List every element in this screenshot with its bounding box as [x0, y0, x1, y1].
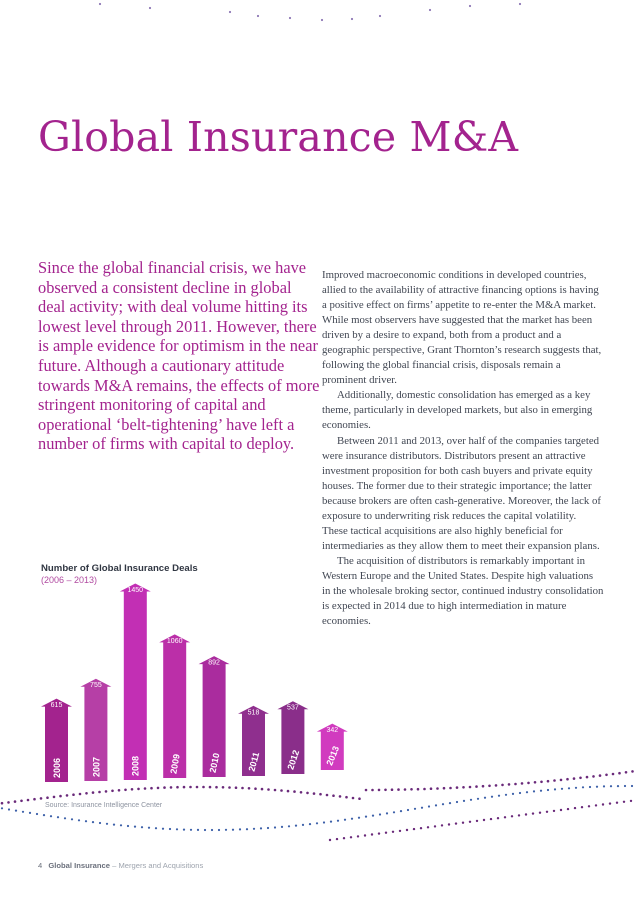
wave-dot: [29, 812, 31, 814]
top-dot: [351, 18, 353, 20]
wave-dot: [417, 788, 420, 791]
wave-dot: [589, 786, 591, 788]
wave-dot: [351, 818, 353, 820]
year-label-2011: 2011: [246, 751, 262, 773]
wave-dot: [610, 785, 612, 787]
wave-dot: [540, 790, 542, 792]
wave-dot: [586, 776, 589, 779]
wave-dot: [225, 829, 227, 831]
wave-dot: [511, 815, 513, 817]
wave-dot: [1, 807, 3, 809]
wave-dot: [330, 821, 332, 823]
wave-dot: [624, 785, 626, 787]
wave-dot: [372, 815, 374, 817]
wave-dot: [337, 820, 339, 822]
wave-dot: [413, 828, 415, 830]
wave-dot: [8, 808, 10, 810]
value-label-2007: 755: [90, 682, 102, 690]
wave-dot: [553, 810, 555, 812]
wave-dot: [631, 785, 633, 787]
body-paragraph-3: Between 2011 and 2013, over half of the companies targeted were insurance distributors. Distributors present an attractive investment proposition for both cash buyers and private equity houses. The former due to their strategic importance; the latter because brokers are often cash-generative. Moreover, the lack of exposure to underwriting risk reduces the capital volatility. These tactical acquisitions are also highly beneficial for intermediaries as they allow them to meet their expansion plans.: [322, 434, 601, 552]
wave-dot: [384, 789, 387, 792]
wave-dot: [365, 789, 368, 792]
wave-dot: [566, 778, 569, 781]
wave-dot: [484, 797, 486, 799]
wave-dot: [218, 829, 220, 831]
wave-dot: [532, 812, 534, 814]
wave-dot: [527, 782, 530, 785]
wave-dot: [602, 803, 604, 805]
wave-dot: [477, 798, 479, 800]
wave-dot: [281, 826, 283, 828]
bar-2008: [120, 584, 151, 780]
wave-dot: [391, 788, 394, 791]
wave-dot: [316, 822, 318, 824]
wave-dot: [573, 777, 576, 780]
wave-dot: [15, 810, 17, 812]
wave-dot: [120, 824, 122, 826]
wave-dot: [364, 834, 366, 836]
wave-dot: [141, 826, 143, 828]
wave-dot: [630, 800, 632, 802]
wave-dot: [378, 832, 380, 834]
wave-dot: [567, 808, 569, 810]
wave-dot: [443, 787, 446, 790]
wave-dot: [449, 787, 452, 790]
wave-dot: [36, 813, 38, 815]
wave-dot: [253, 828, 255, 830]
wave-dot: [448, 823, 450, 825]
wave-dot: [495, 784, 498, 787]
wave-dot: [99, 822, 101, 824]
top-dot: [99, 3, 101, 5]
top-dot: [429, 9, 431, 11]
wave-dot: [546, 811, 548, 813]
wave-dot: [329, 839, 331, 841]
year-label-2007: 2007: [91, 756, 102, 778]
wave-dot: [155, 827, 157, 829]
wave-dot: [350, 836, 352, 838]
deals-bar-chart: [0, 560, 342, 800]
wave-dot: [574, 807, 576, 809]
wave-dot: [176, 828, 178, 830]
wave-dot: [596, 786, 598, 788]
wave-dot: [595, 804, 597, 806]
wave-dot: [560, 779, 563, 782]
top-dot: [257, 15, 259, 17]
wave-dot: [85, 820, 87, 822]
wave-dot: [609, 802, 611, 804]
wave-dot: [539, 812, 541, 814]
wave-dot: [582, 786, 584, 788]
wave-dot: [106, 823, 108, 825]
wave-dot: [392, 831, 394, 833]
wave-dot: [352, 797, 355, 800]
wave-dot: [603, 785, 605, 787]
wave-dot: [469, 821, 471, 823]
wave-dot: [295, 825, 297, 827]
wave-dot: [345, 796, 348, 799]
wave-dot: [497, 817, 499, 819]
wave-dot: [358, 817, 360, 819]
wave-dot: [456, 786, 459, 789]
wave-dot: [332, 794, 335, 797]
wave-dot: [423, 788, 426, 791]
wave-dot: [197, 829, 199, 831]
wave-dot: [488, 785, 491, 788]
wave-dot: [7, 801, 10, 804]
wave-dot: [43, 814, 45, 816]
wave-dot: [547, 780, 550, 783]
wave-dot: [427, 826, 429, 828]
wave-dot: [519, 792, 521, 794]
wave-dot: [239, 828, 241, 830]
wave-dot: [525, 813, 527, 815]
wave-dot: [592, 775, 595, 778]
wave-dot: [406, 829, 408, 831]
year-label-2006: 2006: [51, 757, 62, 779]
wave-dot: [428, 805, 430, 807]
wave-dot: [430, 787, 433, 790]
wave-dot: [339, 795, 342, 798]
top-dot: [519, 3, 521, 5]
wave-dot: [498, 795, 500, 797]
wave-dot: [1, 802, 4, 805]
wave-dot: [462, 786, 465, 789]
wave-dot: [605, 774, 608, 777]
wave-dot: [462, 822, 464, 824]
footer-publication: Global Insurance: [48, 861, 110, 870]
wave-dot: [579, 777, 582, 780]
wave-dot: [22, 811, 24, 813]
wave-dot: [309, 823, 311, 825]
wave-dot: [588, 805, 590, 807]
wave-dot: [343, 837, 345, 839]
wave-dot: [371, 833, 373, 835]
wave-dot: [232, 829, 234, 831]
wave-dot: [379, 813, 381, 815]
wave-dot: [92, 821, 94, 823]
wave-dot: [302, 824, 304, 826]
wave-dot: [378, 789, 381, 792]
wave-dot: [50, 815, 52, 817]
top-dot: [229, 11, 231, 13]
wave-dot: [14, 800, 17, 803]
wave-dot: [560, 809, 562, 811]
wave-dot: [534, 781, 537, 784]
wave-dot: [469, 786, 472, 789]
wave-dot: [618, 772, 621, 775]
wave-dot: [336, 838, 338, 840]
wave-dot: [470, 799, 472, 801]
wave-dot: [436, 787, 439, 790]
wave-dot: [476, 820, 478, 822]
wave-dot: [623, 801, 625, 803]
value-label-2011: 518: [247, 709, 260, 717]
year-label-2009: 2009: [168, 753, 182, 775]
wave-dot: [211, 829, 213, 831]
top-dot: [469, 5, 471, 7]
body-paragraph-2: Additionally, domestic consolidation has emerged as a key theme, particularly in developed markets, but also in emerging economies.: [322, 389, 593, 432]
wave-dot: [526, 791, 528, 793]
wave-dot: [421, 807, 423, 809]
wave-dot: [344, 819, 346, 821]
wave-dot: [631, 770, 634, 773]
wave-dot: [533, 790, 535, 792]
wave-dot: [57, 816, 59, 818]
wave-dot: [561, 788, 563, 790]
footer-section: – Mergers and Acquisitions: [112, 861, 204, 870]
wave-dot: [71, 818, 73, 820]
lead-paragraph: Since the global financial crisis, we have observed a consistent decline in global deal activity; with deal volume hitting its lowest level through 2011. However, there is ample evidence for optimism in the near future. Although a cautionary attitude towards M&A remains, the effects of more stringent monitoring of capital and operational ‘belt-tightening’ have left a number of firms with capital to deploy.: [38, 258, 320, 454]
wave-dot: [521, 782, 524, 785]
wave-dot: [616, 802, 618, 804]
body-paragraph-1: Improved macroeconomic conditions in developed countries, allied to the availability of attractive financing options is having a positive effect on firms’ appetite to re-enter the M&A market. While most observers have suggested that the market has been driven by a desire to expand, both from a product and a geographic perspective, Grant Thornton’s research suggests that, following the global financial crisis, disposals remain a prominent driver.: [322, 269, 602, 387]
top-dot: [289, 17, 291, 19]
wave-dot: [455, 822, 457, 824]
page-title: Global Insurance M&A: [38, 113, 519, 161]
wave-dot: [420, 827, 422, 829]
value-label-2012: 537: [287, 704, 299, 712]
year-label-2010: 2010: [207, 752, 222, 774]
wave-dot: [246, 828, 248, 830]
year-label-2008: 2008: [130, 755, 141, 777]
wave-dot: [274, 826, 276, 828]
value-label-2013: 342: [326, 727, 339, 735]
wave-dot: [169, 828, 171, 830]
wave-dot: [483, 819, 485, 821]
body-paragraph-4: The acquisition of distributors is remarkably important in Western Europe and the United States. Despite high valuations in the wholesale broking sector, continued industry consolidation is expected in 2014 due to high intermediation in mature economies.: [322, 554, 604, 628]
wave-dot: [553, 779, 556, 782]
wave-dot: [357, 835, 359, 837]
value-label-2010: 892: [208, 659, 220, 667]
wave-dot: [441, 824, 443, 826]
chart-title: Number of Global Insurance Deals: [41, 563, 198, 574]
wave-dot: [463, 800, 465, 802]
wave-dot: [512, 793, 514, 795]
wave-dot: [385, 832, 387, 834]
wave-dot: [400, 810, 402, 812]
wave-dot: [554, 788, 556, 790]
wave-dot: [204, 829, 206, 831]
wave-dot: [514, 783, 517, 786]
wave-dot: [410, 788, 413, 791]
wave-dot: [449, 802, 451, 804]
wave-dot: [414, 808, 416, 810]
wave-dot: [397, 788, 400, 791]
wave-dot: [267, 827, 269, 829]
wave-dot: [134, 826, 136, 828]
wave-dot: [393, 811, 395, 813]
wave-dot: [456, 801, 458, 803]
chart-subtitle: (2006 – 2013): [41, 575, 98, 585]
page-number: 4: [38, 861, 43, 870]
wave-dot: [404, 788, 407, 791]
wave-dot: [323, 821, 325, 823]
top-dot: [149, 7, 151, 9]
wave-dot: [127, 825, 129, 827]
wave-dot: [491, 796, 493, 798]
wave-dot: [183, 829, 185, 831]
wave-dot: [612, 773, 615, 776]
value-label-2009: 1060: [166, 637, 183, 645]
wave-dot: [518, 814, 520, 816]
year-label-2012: 2012: [285, 748, 302, 771]
wave-dot: [371, 789, 374, 792]
value-label-2006: 615: [50, 702, 63, 710]
wave-dot: [504, 816, 506, 818]
wave-dot: [442, 803, 444, 805]
wave-dot: [501, 784, 504, 787]
wave-dot: [434, 825, 436, 827]
value-label-2008: 1450: [127, 587, 144, 595]
wave-dot: [78, 819, 80, 821]
wave-dot: [407, 809, 409, 811]
wave-dot: [148, 827, 150, 829]
wave-dot: [288, 825, 290, 827]
wave-dot: [508, 783, 511, 786]
wave-dot: [490, 818, 492, 820]
wave-dot: [113, 824, 115, 826]
wave-dot: [575, 787, 577, 789]
wave-dot: [162, 828, 164, 830]
year-label-2013: 2013: [324, 744, 342, 767]
wave-dot: [190, 829, 192, 831]
wave-dot: [475, 785, 478, 788]
wave-dot: [64, 817, 66, 819]
chart-source: Source: Insurance Intelligence Center: [45, 802, 163, 809]
wave-dot: [482, 785, 485, 788]
top-dot: [321, 19, 323, 21]
wave-dot: [505, 794, 507, 796]
wave-dot: [625, 771, 628, 774]
wave-dot: [260, 827, 262, 829]
wave-dot: [617, 785, 619, 787]
wave-dot: [581, 806, 583, 808]
wave-dot: [547, 789, 549, 791]
wave-dot: [365, 816, 367, 818]
page-footer: [38, 861, 203, 870]
wave-dot: [386, 812, 388, 814]
wave-dot: [358, 797, 361, 800]
top-dot: [379, 15, 381, 17]
wave-dot: [568, 787, 570, 789]
wave-dot: [540, 781, 543, 784]
wave-dot: [435, 804, 437, 806]
body-column: [322, 268, 604, 629]
wave-dot: [399, 830, 401, 832]
wave-dot: [599, 774, 602, 777]
